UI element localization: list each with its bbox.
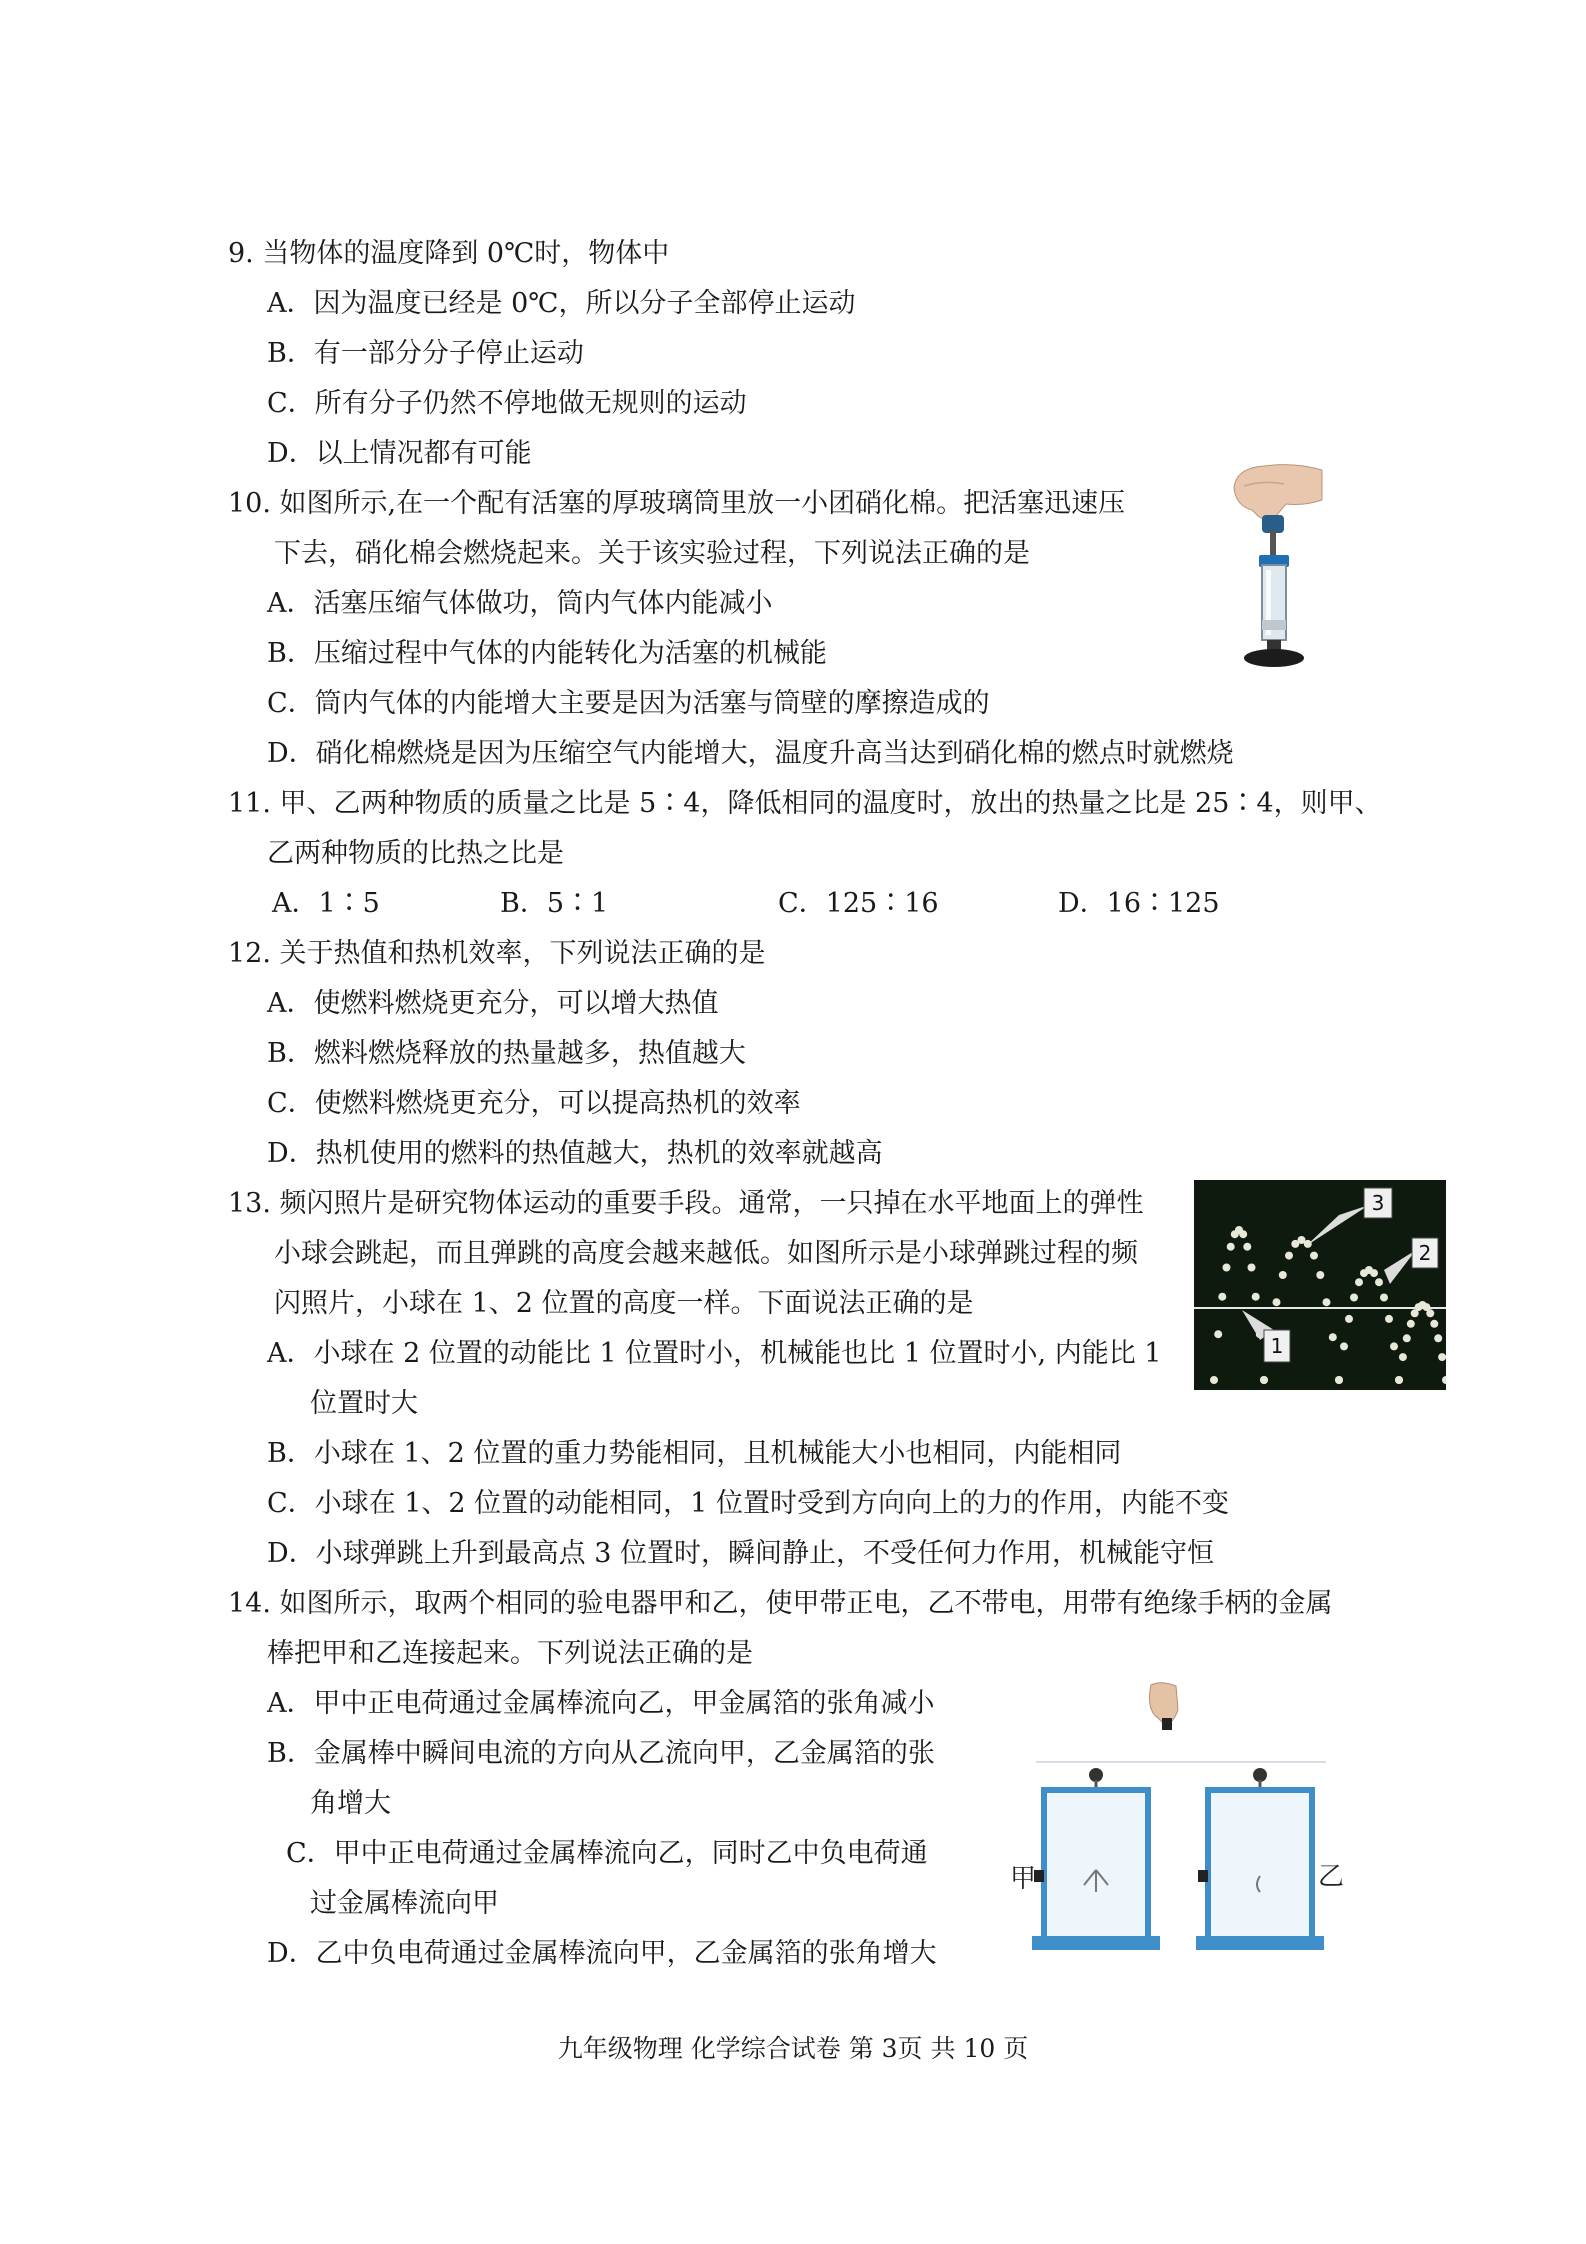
- q12-option-a: A．使燃料燃烧更充分，可以增大热值: [267, 988, 719, 1019]
- q10-stem-line1: 10. 如图所示,在一个配有活塞的厚玻璃筒里放一小团硝化棉。把活塞迅速压: [228, 488, 1126, 519]
- electroscope-yi: [1196, 1768, 1324, 1950]
- q13-stem-line2: 小球会跳起，而且弹跳的高度会越来越低。如图所示是小球弹跳过程的频: [274, 1238, 1138, 1269]
- q11-option-a: A．1∶5: [272, 888, 380, 919]
- strobe-ball-dot: [1399, 1353, 1407, 1361]
- q10-option-d: D．硝化棉燃烧是因为压缩空气内能增大，温度升高当达到硝化棉的燃点时就燃烧: [267, 738, 1234, 769]
- q12-option-b: B．燃料燃烧释放的热量越多，热值越大: [267, 1038, 746, 1069]
- strobe-ball-dot: [1323, 1298, 1331, 1306]
- electroscope-label-yi: 乙: [1318, 1862, 1345, 1892]
- strobe-ball-dot: [1403, 1334, 1411, 1342]
- page-footer: 九年级物理 化学综合试卷 第 3页 共 10 页: [557, 2034, 1029, 2063]
- strobe-ball-dot: [1218, 1293, 1226, 1301]
- q14-option-b-cont: 角增大: [310, 1788, 391, 1819]
- electroscope-figure: [996, 1680, 1346, 1970]
- strobe-ball-dot: [1316, 1271, 1324, 1279]
- q14-option-c-cont: 过金属棒流向甲: [310, 1888, 499, 1919]
- q13-option-a: A．小球在 2 位置的动能比 1 位置时小，机械能也比 1 位置时小, 内能比 1: [267, 1338, 1162, 1369]
- strobe-ball-dot: [1252, 1293, 1260, 1301]
- strobe-ball-dot: [1239, 1230, 1247, 1238]
- strobe-ball-dot: [1260, 1376, 1268, 1384]
- strobe-ball-dot: [1304, 1240, 1312, 1248]
- strobe-ball-dot: [1329, 1333, 1337, 1341]
- q13-stem-line3: 闪照片，小球在 1、2 位置的高度一样。下面说法正确的是: [274, 1288, 974, 1319]
- strobe-ball-dot: [1214, 1330, 1222, 1338]
- q10-option-a: A．活塞压缩气体做功，筒内气体内能减小: [267, 588, 773, 619]
- strobe-ball-dot: [1426, 1309, 1434, 1317]
- q13-option-d: D．小球弹跳上升到最高点 3 位置时，瞬间静止，不受任何力作用，机械能守恒: [267, 1538, 1214, 1569]
- bounce-label-2: 2: [1418, 1241, 1432, 1265]
- strobe-ball-dot: [1390, 1342, 1398, 1350]
- bounce-label-3: 3: [1371, 1191, 1385, 1215]
- strobe-ball-dot: [1223, 1264, 1231, 1272]
- q10-option-c: C．筒内气体的内能增大主要是因为活塞与筒壁的摩擦造成的: [267, 688, 990, 719]
- q14-option-d: D．乙中负电荷通过金属棒流向甲，乙金属箔的张角增大: [267, 1938, 937, 1969]
- q9-option-c: C．所有分子仍然不停地做无规则的运动: [267, 388, 747, 419]
- bounce-label-1: 1: [1270, 1334, 1284, 1358]
- strobe-ball-dot: [1345, 1315, 1353, 1323]
- q9-option-b: B．有一部分分子停止运动: [267, 338, 584, 369]
- strobe-ball-dot: [1375, 1278, 1383, 1286]
- strobe-ball-dot: [1210, 1376, 1218, 1384]
- electroscope-jia: [1032, 1768, 1160, 1950]
- q14-option-c: C．甲中正电荷通过金属棒流向乙，同时乙中负电荷通: [286, 1838, 928, 1869]
- q9-option-d: D．以上情况都有可能: [267, 438, 532, 469]
- strobe-ball-dot: [1395, 1376, 1403, 1384]
- q13-stem-line1: 13. 频闪照片是研究物体运动的重要手段。通常，一只掉在水平地面上的弹性: [228, 1188, 1144, 1219]
- strobe-ball-dot: [1430, 1320, 1438, 1328]
- q10-stem-line2: 下去，硝化棉会燃烧起来。关于该实验过程，下列说法正确的是: [274, 538, 1030, 569]
- q12-option-c: C．使燃料燃烧更充分，可以提高热机的效率: [267, 1088, 801, 1119]
- q13-option-c: C．小球在 1、2 位置的动能相同，1 位置时受到方向向上的力的作用，内能不变: [267, 1488, 1229, 1519]
- strobe-ball-dot: [1279, 1271, 1287, 1279]
- q12-option-d: D．热机使用的燃料的热值越大，热机的效率就越高: [267, 1138, 883, 1169]
- strobe-ball-dot: [1227, 1243, 1235, 1251]
- q11-stem-line1: 11. 甲、乙两种物质的质量之比是 5∶4，降低相同的温度时，放出的热量之比是 25∶4，则甲、: [228, 788, 1382, 819]
- strobe-ball-dot: [1285, 1252, 1293, 1260]
- electroscope-label-jia: 甲: [1010, 1864, 1037, 1894]
- bouncing-ball-strobe-figure: [1194, 1180, 1446, 1390]
- strobe-ball-dot: [1310, 1252, 1318, 1260]
- q13-option-a-cont: 位置时大: [310, 1388, 418, 1419]
- q10-option-b: B．压缩过程中气体的内能转化为活塞的机械能: [267, 638, 827, 669]
- strobe-ball-dot: [1438, 1353, 1446, 1361]
- q12-stem: 12. 关于热值和热机效率，下列说法正确的是: [228, 938, 766, 969]
- q11-option-c: C．125∶16: [778, 888, 939, 919]
- q13-option-b: B．小球在 1、2 位置的重力势能相同，且机械能大小也相同，内能相同: [267, 1438, 1122, 1469]
- q11-option-b: B．5∶1: [500, 888, 609, 919]
- piston-tube-figure: [1224, 460, 1324, 675]
- q14-stem-line2: 棒把甲和乙连接起来。下列说法正确的是: [267, 1638, 753, 1669]
- strobe-ball-dot: [1370, 1269, 1378, 1277]
- q11-option-d: D．16∶125: [1058, 888, 1220, 919]
- strobe-ball-dot: [1273, 1298, 1281, 1306]
- strobe-ball-dot: [1248, 1264, 1256, 1272]
- q14-option-a: A．甲中正电荷通过金属棒流向乙，甲金属箔的张角减小: [267, 1688, 935, 1719]
- strobe-ball-dot: [1335, 1376, 1343, 1384]
- strobe-ball-dot: [1350, 1294, 1358, 1302]
- strobe-ball-dot: [1434, 1334, 1442, 1342]
- q9-stem: 9. 当物体的温度降到 0℃时，物体中: [228, 238, 670, 269]
- q11-stem-line2: 乙两种物质的比热之比是: [267, 838, 564, 869]
- strobe-ball-dot: [1380, 1294, 1388, 1302]
- q9-option-a: A．因为温度已经是 0℃，所以分子全部停止运动: [267, 288, 856, 319]
- q14-stem-line1: 14. 如图所示，取两个相同的验电器甲和乙，使甲带正电，乙不带电，用带有绝缘手柄的金属: [228, 1588, 1333, 1619]
- strobe-ball-dot: [1243, 1243, 1251, 1251]
- strobe-ball-dot: [1355, 1278, 1363, 1286]
- strobe-ball-dot: [1385, 1315, 1393, 1323]
- strobe-ball-dot: [1340, 1342, 1348, 1350]
- q14-option-b: B．金属棒中瞬间电流的方向从乙流向甲，乙金属箔的张: [267, 1738, 935, 1769]
- strobe-ball-dot: [1407, 1320, 1415, 1328]
